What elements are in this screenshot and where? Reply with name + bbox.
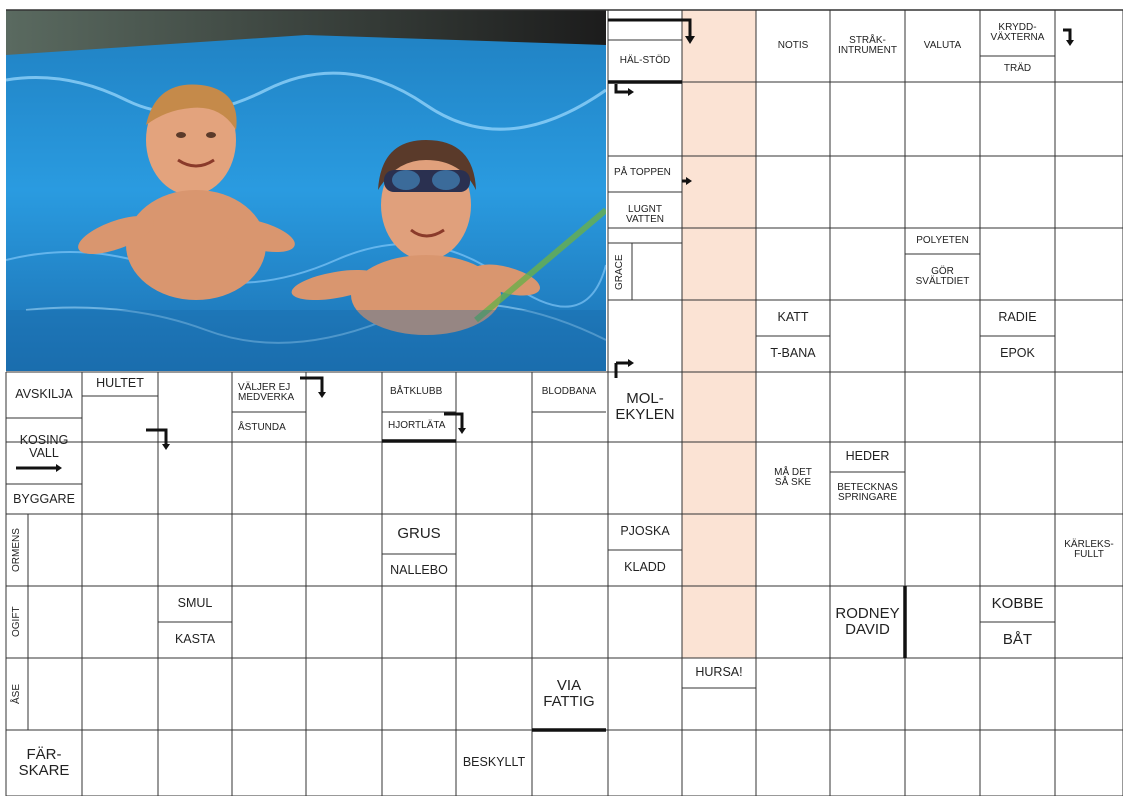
clue-karleksfullt: KÄRLEKS- FULLT bbox=[1064, 538, 1114, 560]
clue-ogift: OGIFT bbox=[10, 606, 22, 638]
clue-via-fattig: VIA FATTIG bbox=[543, 677, 595, 710]
clue-strak-instrument: STRÅK- INTRUMENT bbox=[838, 34, 897, 56]
clue-bat: BÅT bbox=[1002, 631, 1033, 649]
clue-kladd: KLADD bbox=[624, 560, 666, 575]
clue-lugnt-vatten: LUGNT VATTEN bbox=[626, 203, 664, 225]
clue-byggare: BYGGARE bbox=[13, 492, 75, 507]
clue-heder: HEDER bbox=[845, 449, 890, 464]
clue-hursa: HURSA! bbox=[695, 665, 743, 680]
clue-trad: TRÄD bbox=[1003, 62, 1032, 74]
clue-far-skare: FÄR- SKARE bbox=[18, 746, 70, 779]
clue-epok: EPOK bbox=[1000, 346, 1035, 361]
clue-hjortlata: HJORTLÄTA bbox=[388, 419, 446, 431]
clue-avskilja: AVSKILJA bbox=[15, 387, 73, 402]
clue-kosing-vall: KOSING VALL bbox=[19, 432, 69, 460]
clue-krydd-vaxterna: KRYDD- VÄXTERNA bbox=[990, 21, 1045, 43]
clue-valuta: VALUTA bbox=[923, 39, 962, 51]
clue-grus: GRUS bbox=[397, 525, 441, 543]
clue-mol-ekylen: MOL- EKYLEN bbox=[615, 390, 675, 423]
clue-valjer-ej-medverka: VÄLJER EJ MEDVERKA bbox=[238, 381, 295, 403]
clue-polyeten: POLYETEN bbox=[916, 234, 969, 246]
clue-gor-svaltdiet: GÖR SVÄLTDIET bbox=[915, 265, 970, 287]
clue-astunda: ÅSTUNDA bbox=[238, 421, 286, 433]
clue-t-bana: T-BANA bbox=[770, 346, 816, 361]
clue-grace: GRACE bbox=[613, 254, 625, 290]
clue-notis: NOTIS bbox=[777, 39, 809, 51]
clue-kobbe: KOBBE bbox=[991, 595, 1044, 613]
clue-ase: ÅSE bbox=[10, 684, 22, 705]
clue-pjoska: PJOSKA bbox=[620, 524, 670, 539]
clue-beskyllt: BESKYLLT bbox=[462, 755, 526, 770]
clue-ma-det-sa-ske: MÅ DET SÅ SKE bbox=[774, 466, 812, 488]
clue-smul: SMUL bbox=[177, 596, 213, 611]
clue-katt: KATT bbox=[777, 310, 809, 325]
clue-kasta: KASTA bbox=[174, 632, 216, 647]
clue-radie: RADIE bbox=[998, 310, 1037, 325]
clue-hal-stod: HÄL-STÖD bbox=[619, 54, 671, 66]
clue-hultet: HULTET bbox=[96, 376, 144, 391]
clue-nallebo: NALLEBO bbox=[390, 563, 448, 578]
clue-batklubb: BÅTKLUBB bbox=[390, 385, 443, 397]
clue-pa-toppen: PÅ TOPPEN bbox=[614, 166, 671, 178]
clue-rodney-david: RODNEY DAVID bbox=[835, 605, 900, 638]
clue-ormens: ORMENS bbox=[10, 528, 22, 572]
clue-blodbana: BLODBANA bbox=[541, 385, 597, 397]
clue-betecknas-springare: BETECKNAS SPRINGARE bbox=[837, 481, 898, 503]
